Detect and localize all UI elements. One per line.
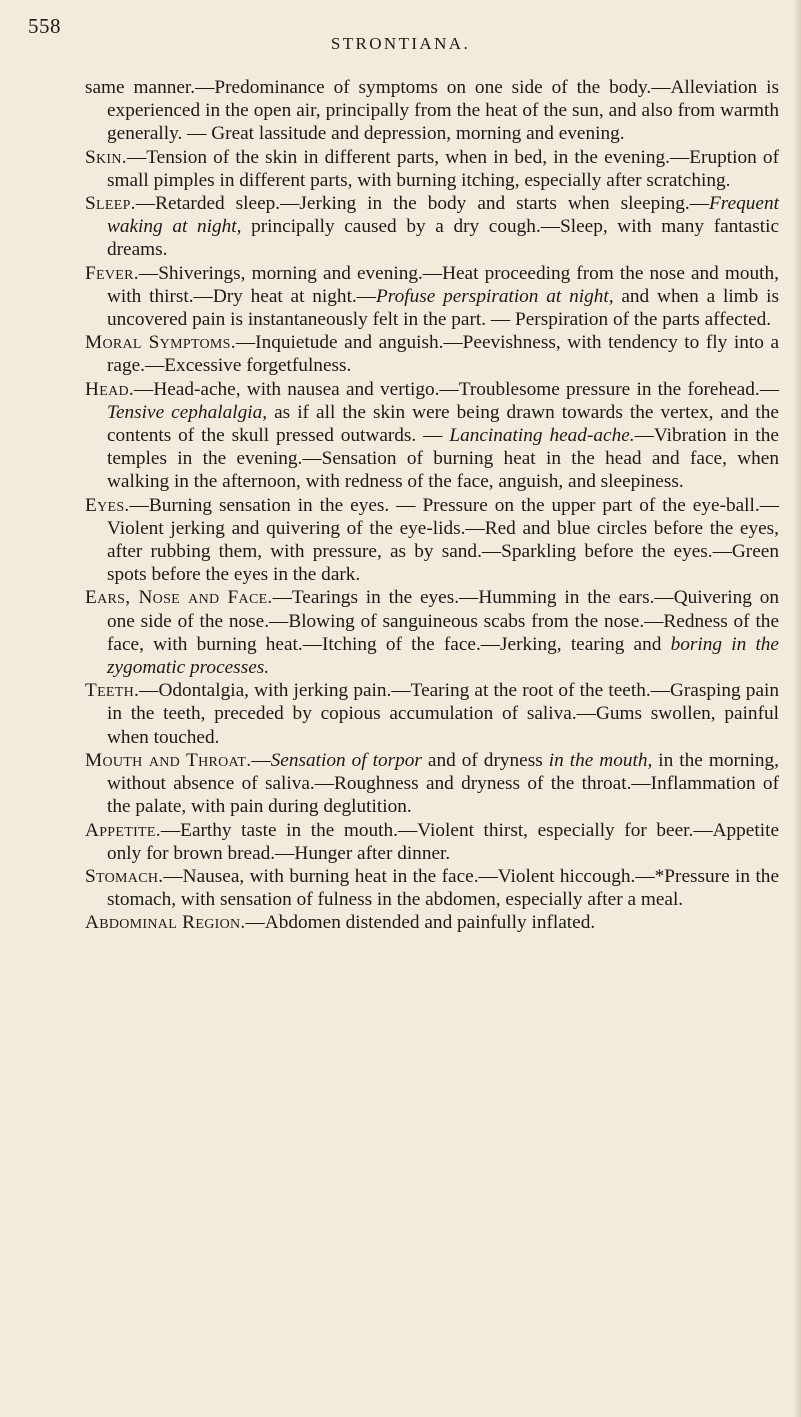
section-heading: Appetite. bbox=[85, 819, 161, 841]
text-run: as if all the skin were being drawn towards the vertex, and the contents of the skull pressed outwards. — bbox=[107, 401, 779, 447]
section-heading: Abdominal Region. bbox=[85, 912, 246, 934]
italic-run: Profuse perspiration at night, bbox=[376, 285, 614, 307]
text-run: same manner.—Predominance of symptoms on one side of the body.—Alleviation is experienced in the open air, principally from the heat of the sun, and also from warmth generally. — Great lassitude and depression, morning and evening. bbox=[85, 77, 779, 145]
text-run: —Tension of the skin in different parts, when in bed, in the evening.—Eruption of small pimples in different parts, with burning itching, especially after scratching. bbox=[107, 146, 779, 191]
italic-run: Frequent waking at night, bbox=[107, 193, 779, 238]
section-heading: Teeth. bbox=[85, 680, 140, 702]
text-run: and when a limb is uncovered pain is instantaneously felt in the part. — Perspiration of the parts affected. bbox=[107, 285, 779, 331]
section-heading: Sleep. bbox=[85, 193, 136, 215]
section-heading: Head. bbox=[85, 378, 135, 400]
text-run: —Shiverings, morning and evening.—Heat proceeding from the nose and mouth, with thirst.—Dry heat at night.— bbox=[107, 262, 779, 307]
running-head: STRONTIANA. bbox=[330, 34, 471, 53]
entry-sleep bbox=[85, 192, 779, 262]
text-run: —Vibration in the temples in the evening.—Sensation of burning heat in the head and face, when walking in the afternoon, with redness of the face, anguish, and sleepiness. bbox=[107, 425, 779, 493]
text-run: —Nausea, with burning heat in the face.—Violent hiccough.—*Pressure in the stomach, with sensation of fulness in the abdomen, especially after a meal. bbox=[107, 865, 779, 911]
page-body bbox=[85, 76, 779, 935]
section-heading: Skin. bbox=[85, 146, 127, 168]
section-heading: Mouth and Throat. bbox=[85, 749, 252, 771]
italic-run: Tensive cephalalgia, bbox=[107, 401, 268, 423]
section-heading: Moral Symptoms. bbox=[85, 332, 236, 354]
text-run: — bbox=[251, 749, 271, 771]
text-run: —Tearings in the eyes.—Humming in the ears.—Quivering on one side of the nose.—Blowing of sanguineous scabs from the nose.—Redness of the face, with burning heat.—Itching of the face.—Jerking, tearing and bbox=[107, 587, 779, 655]
entry-stomach bbox=[85, 865, 779, 911]
text-run: —Retarded sleep.—Jerking in the body and starts when sleeping.— bbox=[135, 193, 710, 215]
text-run: in the morning, without absence of saliva.—Roughness and dryness of the throat.—Inflammation of the palate, with pain during deglutition. bbox=[107, 749, 779, 818]
italic-run: boring in the zygomatic processes. bbox=[107, 633, 779, 679]
entry-moral-symptoms bbox=[85, 331, 779, 377]
text-run: and of dryness bbox=[421, 749, 549, 771]
text-run: —Earthy taste in the mouth.—Violent thirst, especially for beer.—Appetite only for brown bread.—Hunger after dinner. bbox=[107, 819, 779, 864]
text-run: —Inquietude and anguish.—Peevishness, with tendency to fly into a rage.—Excessive forgetfulness. bbox=[107, 332, 779, 377]
section-heading: Fever. bbox=[85, 262, 139, 284]
italic-run: in the mouth, bbox=[548, 749, 653, 771]
text-run: —Head-ache, with nausea and vertigo.—Troublesome pressure in the forehead.— bbox=[134, 378, 779, 400]
text-run: —Burning sensation in the eyes. — Pressure on the upper part of the eye-ball.—Violent jerking and quivering of the eye-lids.—Red and blue circles before the eyes, after rubbing them, with pressure, as by sand.—Sparkling before the eyes.—Green spots before the eyes in the dark. bbox=[107, 494, 779, 586]
paragraph-continuation bbox=[85, 76, 779, 146]
entry-eyes bbox=[85, 494, 779, 587]
text-run: —Odontalgia, with jerking pain.—Tearing at the root of the teeth.—Grasping pain in the teeth, preceded by copious accumulation of saliva.—Gums swollen, painful when touched. bbox=[107, 680, 779, 748]
entry-fever bbox=[85, 262, 779, 332]
text-run: principally caused by a dry cough.—Sleep, with many fantastic dreams. bbox=[107, 216, 780, 261]
italic-run: Sensation of torpor bbox=[270, 749, 422, 771]
page-number: 558 bbox=[28, 14, 61, 38]
entry-ears-nose-face bbox=[85, 586, 779, 679]
entry-appetite bbox=[85, 819, 779, 865]
page-edge-shadow bbox=[793, 0, 801, 1417]
entry-teeth bbox=[85, 679, 779, 749]
entry-head bbox=[85, 378, 779, 494]
entry-skin bbox=[85, 146, 779, 192]
text-run: —Abdomen distended and painfully inflated. bbox=[245, 912, 596, 934]
italic-run: Lancinating head-ache. bbox=[449, 425, 635, 447]
section-heading: Ears, Nose and Face. bbox=[85, 587, 273, 609]
section-heading: Stomach. bbox=[85, 865, 164, 887]
entry-abdominal-region bbox=[85, 911, 779, 934]
entry-mouth-throat bbox=[85, 749, 779, 819]
section-heading: Eyes. bbox=[85, 494, 130, 516]
